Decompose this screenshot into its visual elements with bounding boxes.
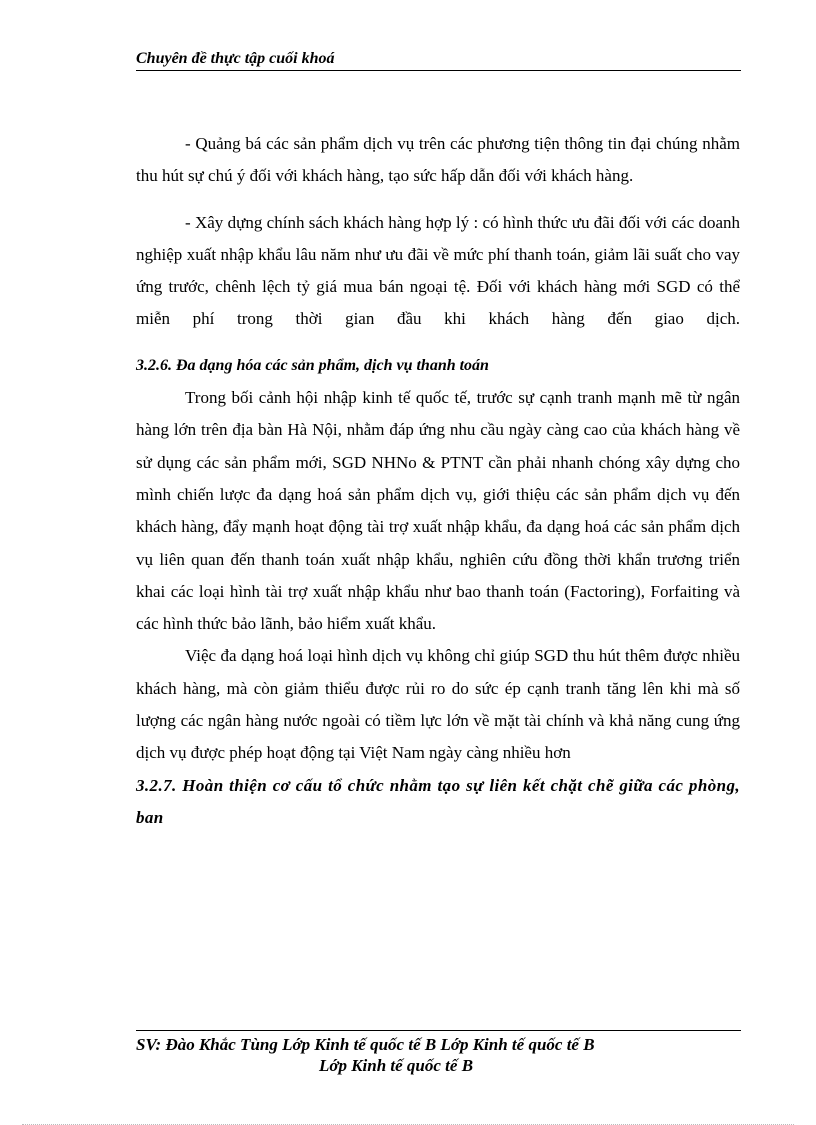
paragraph-promotion: - Quảng bá các sản phẩm dịch vụ trên các phương tiện thông tin đại chúng nhằm thu hút sự chú ý đối với khách hàng, tạo sức hấp dẫn đối với khách hàng. [136, 134, 740, 186]
page-body [136, 128, 740, 834]
footer-student-line: SV: Đào Khắc Tùng Lớp Kinh tế quốc tế B Lớp Kinh tế quốc tế B [136, 1035, 595, 1054]
section-heading-3-2-6: 3.2.6. Đa dạng hóa các sản phẩm, dịch vụ thanh toán [136, 356, 489, 374]
running-header: Chuyên đề thực tập cuối khoá [136, 50, 741, 71]
paragraph-diversification-benefits: Việc đa dạng hoá loại hình dịch vụ không chỉ giúp SGD thu hút thêm được nhiều khách hàng, mà còn giảm thiểu được rủi ro do sức ép cạnh tranh tăng lên khi mà số lượng các ngân hàng nước ngoài có tiềm lực lớn về mặt tài chính và khả năng cung ứng dịch vụ được phép hoạt động tại Việt Nam ngày càng nhiều hơn [136, 646, 740, 763]
paragraph-customer-policy: - Xây dựng chính sách khách hàng hợp lý : có hình thức ưu đãi đối với các doanh nghiệp xuất nhập khẩu lâu năm như ưu đãi về mức phí thanh toán, giảm lãi suất cho vay ứng trước, chênh lệch tỷ giá mua bán ngoại tệ. Đối với khách hàng mới SGD có thể miễn phí trong thời gian đầu khi khách hàng đến giao dịch. [136, 212, 740, 329]
running-footer [136, 1034, 656, 1076]
section-heading-3-2-7: 3.2.7. Hoàn thiện cơ cấu tổ chức nhằm tạo sự liên kết chặt chẽ giữa các phòng, ban [136, 775, 740, 827]
paragraph-diversification-strategy: Trong bối cảnh hội nhập kinh tế quốc tế, trước sự cạnh tranh mạnh mẽ từ ngân hàng lớn trên địa bàn Hà Nội, nhằm đáp ứng nhu cầu ngày càng cao của khách hàng về sử dụng các sản phẩm mới, SGD NHNo & PTNT cần phải nhanh chóng xây dựng cho mình chiến lược đa dạng hoá sản phẩm dịch vụ, giới thiệu các sản phẩm dịch vụ đến khách hàng, đẩy mạnh hoạt động tài trợ xuất nhập khẩu, đa dạng hoá các sản phẩm dịch vụ liên quan đến thanh toán xuất nhập khẩu, nghiên cứu đồng thời khẩn trương triển khai các loại hình tài trợ xuất nhập khẩu như bao thanh toán (Factoring), Forfaiting và các hình thức bảo lãnh, bảo hiểm xuất khẩu. [136, 388, 740, 634]
footer-divider [136, 1030, 741, 1031]
footer-class-line: Lớp Kinh tế quốc tế B [318, 1056, 474, 1075]
